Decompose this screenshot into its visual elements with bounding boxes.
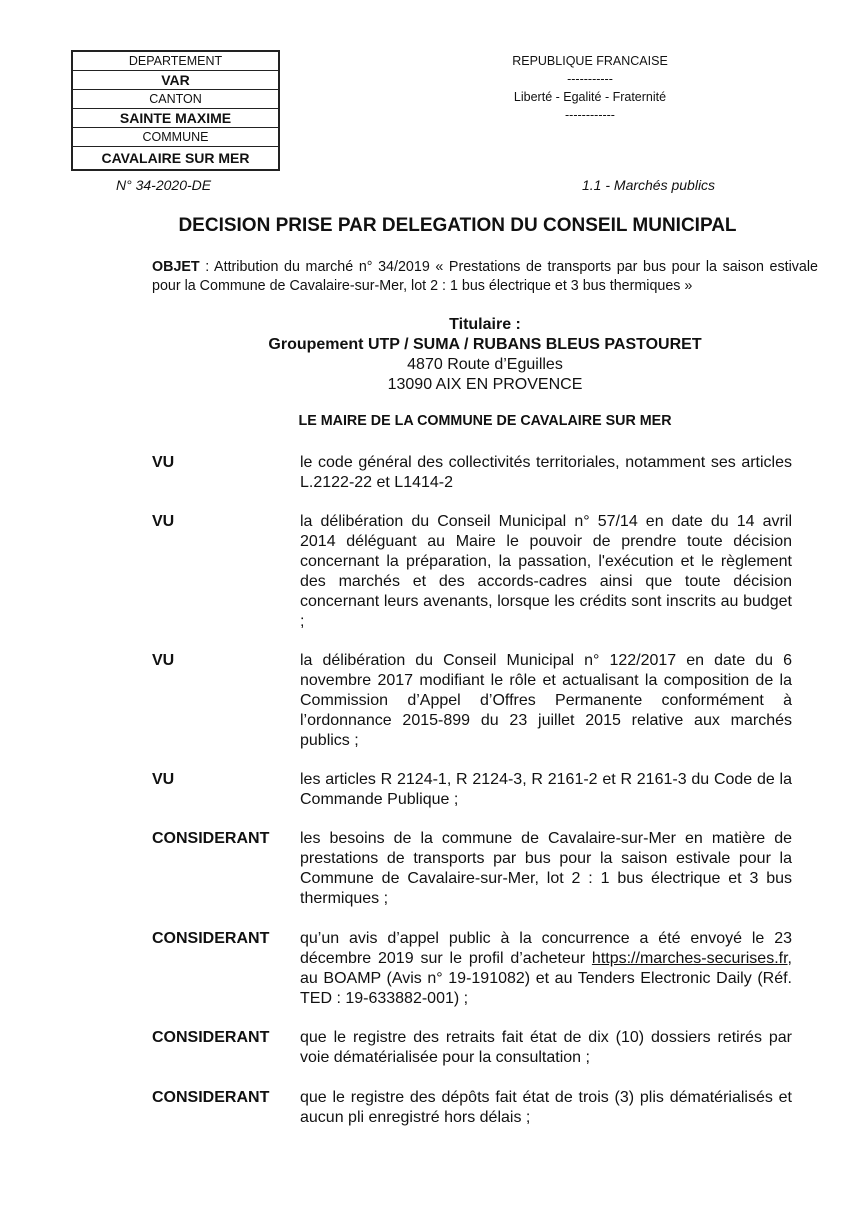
clause-text xyxy=(300,929,792,1009)
clause-label: CONSIDERANT xyxy=(152,1089,270,1106)
clause-text-after: , au BOAMP (Avis n° 19-191082) et au Tenders Electronic Daily (Réf. TED : 19-633882-001) ; xyxy=(300,950,792,1007)
maire-heading: LE MAIRE DE LA COMMUNE DE CAVALAIRE SUR MER xyxy=(298,413,672,429)
titulaire-address-line2: 13090 AIX EN PROVENCE xyxy=(387,376,583,393)
commune-value: CAVALAIRE SUR MER xyxy=(101,150,250,166)
category-label: 1.1 - Marchés publics xyxy=(582,177,716,193)
titulaire-block xyxy=(150,315,820,395)
clause-label: CONSIDERANT xyxy=(152,830,270,847)
clause-text: le code général des collectivités territoriales, notamment ses articles L.2122-22 et L1414-2 xyxy=(300,454,792,491)
canton-label: CANTON xyxy=(73,90,278,109)
canton-value: SAINTE MAXIME xyxy=(73,109,278,128)
administrative-box xyxy=(71,50,280,171)
clause-label: CONSIDERANT xyxy=(152,930,270,947)
republic-separator-2: ------------ xyxy=(565,108,615,122)
republic-motto: Liberté - Egalité - Fraternité xyxy=(513,90,667,104)
titulaire-label: Titulaire : xyxy=(449,316,521,333)
clause-label: VU xyxy=(152,652,175,669)
commune-label: COMMUNE xyxy=(73,128,278,147)
clause-label: VU xyxy=(152,771,175,788)
objet-paragraph xyxy=(152,258,818,296)
departement-value: VAR xyxy=(73,71,278,90)
titulaire-name: Groupement UTP / SUMA / RUBANS BLEUS PASTOURET xyxy=(268,336,702,353)
clause-label: VU xyxy=(152,513,175,530)
republic-name: REPUBLIQUE FRANCAISE xyxy=(512,54,668,68)
objet-text: : Attribution du marché n° 34/2019 « Prestations de transports par bus pour la saison estivale pour la Commune de Cavalaire-sur-Mer, lot 2 : 1 bus électrique et 3 bus thermiques » xyxy=(152,259,818,294)
clause-label: CONSIDERANT xyxy=(152,1029,270,1046)
clause-text: la délibération du Conseil Municipal n° 57/14 en date du 14 avril 2014 déléguant au Maire le pouvoir de prendre toute décision concernant la préparation, la passation, l'exécution et le règlement des marchés et des accords-cadres ainsi que toute décision concernant leurs avenants, lorsque les crédits sont inscrits au budget ; xyxy=(300,513,792,630)
clause-text: que le registre des dépôts fait état de trois (3) plis dématérialisés et aucun pli enregistré hors délais ; xyxy=(300,1089,792,1126)
document-title: DECISION PRISE PAR DELEGATION DU CONSEIL MUNICIPAL xyxy=(178,215,737,236)
clause-text: que le registre des retraits fait état de dix (10) dossiers retirés par voie dématérialisée pour la consultation ; xyxy=(300,1029,792,1066)
decision-number: N° 34-2020-DE xyxy=(116,177,212,193)
clause-text: les besoins de la commune de Cavalaire-sur-Mer en matière de prestations de transports par bus pour la saison estivale pour la Commune de Cavalaire-sur-Mer, lot 2 : 1 bus électrique et 3 bus thermiques ; xyxy=(300,830,792,907)
republic-header xyxy=(440,52,740,124)
objet-label: OBJET xyxy=(152,259,200,275)
titulaire-address-line1: 4870 Route d’Eguilles xyxy=(407,356,563,373)
clause-label: VU xyxy=(152,454,175,471)
republic-separator-1: ----------- xyxy=(567,72,613,86)
marches-securises-link[interactable]: https://marches-securises.fr xyxy=(591,950,788,967)
clause-text-before: qu’un avis d’appel public à la concurrence a été envoyé le 23 décembre 2019 sur le profil d’acheteur xyxy=(300,930,792,967)
departement-label: DEPARTEMENT xyxy=(73,52,278,71)
clause-text: la délibération du Conseil Municipal n° 122/2017 en date du 6 novembre 2017 modifiant le rôle et actualisant la composition de la Commission d’Appel d’Offres Permanente conformément à l’ordonnance 2015-899 du 23 juillet 2015 relative aux marchés publics ; xyxy=(300,652,792,749)
clause-text: les articles R 2124-1, R 2124-3, R 2161-2 et R 2161-3 du Code de la Commande Publique ; xyxy=(300,771,792,808)
